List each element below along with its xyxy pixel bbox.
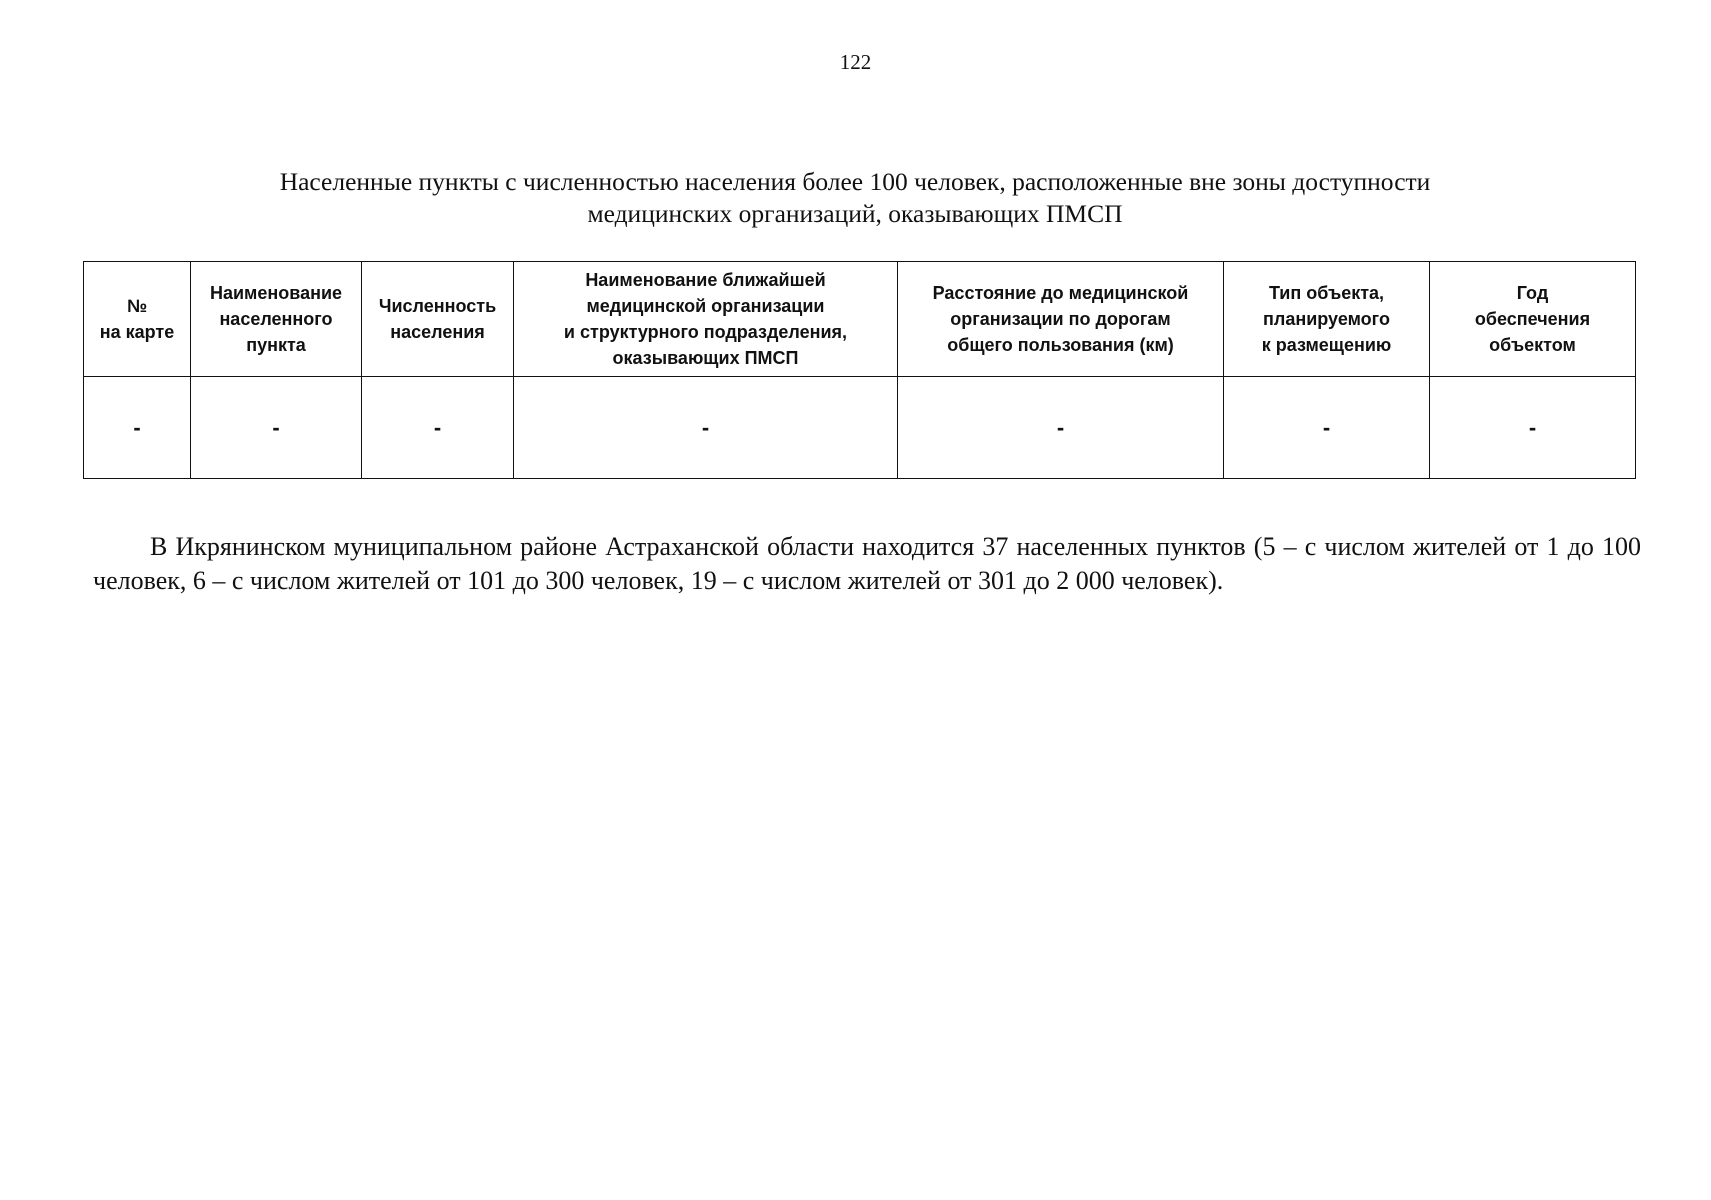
- table-header-row: [84, 262, 1636, 377]
- table-cell: -: [84, 377, 191, 479]
- header-settlement-name: Наименование населенного пункта: [191, 262, 362, 377]
- table-cell: -: [362, 377, 514, 479]
- summary-paragraph: В Икрянинском муниципальном районе Астраханской области находится 37 населенных пунктов (5 – с числом жителей от 1 до 100 человек, 6 – с числом жителей от 101 до 300 человек, 19 – с числом жителей от 301 до 2 000 человек).: [93, 532, 1641, 595]
- header-facility-type: Тип объекта, планируемого к размещению: [1224, 262, 1430, 377]
- title-line-1: Населенные пункты с численностью населения более 100 человек, расположенные вне зоны доступности: [279, 167, 1431, 196]
- document-title: [180, 166, 1530, 230]
- table-cell: -: [191, 377, 362, 479]
- header-distance: Расстояние до медицинской организации по дорогам общего пользования (км): [898, 262, 1224, 377]
- table-cell: -: [1430, 377, 1636, 479]
- page-number: 122: [839, 50, 872, 74]
- header-map-number: № на карте: [84, 262, 191, 377]
- table-cell: -: [1224, 377, 1430, 479]
- table-row: [84, 377, 1636, 479]
- table-cell: -: [514, 377, 898, 479]
- title-line-2: медицинских организаций, оказывающих ПМСП: [587, 199, 1123, 228]
- table-cell: -: [898, 377, 1224, 479]
- header-nearest-medical-organization: Наименование ближайшей медицинской организации и структурного подразделения, оказывающих ПМСП: [514, 262, 898, 377]
- header-provision-year: Год обеспечения объектом: [1430, 262, 1636, 377]
- header-population: Численность населения: [362, 262, 514, 377]
- settlements-table: [83, 261, 1636, 479]
